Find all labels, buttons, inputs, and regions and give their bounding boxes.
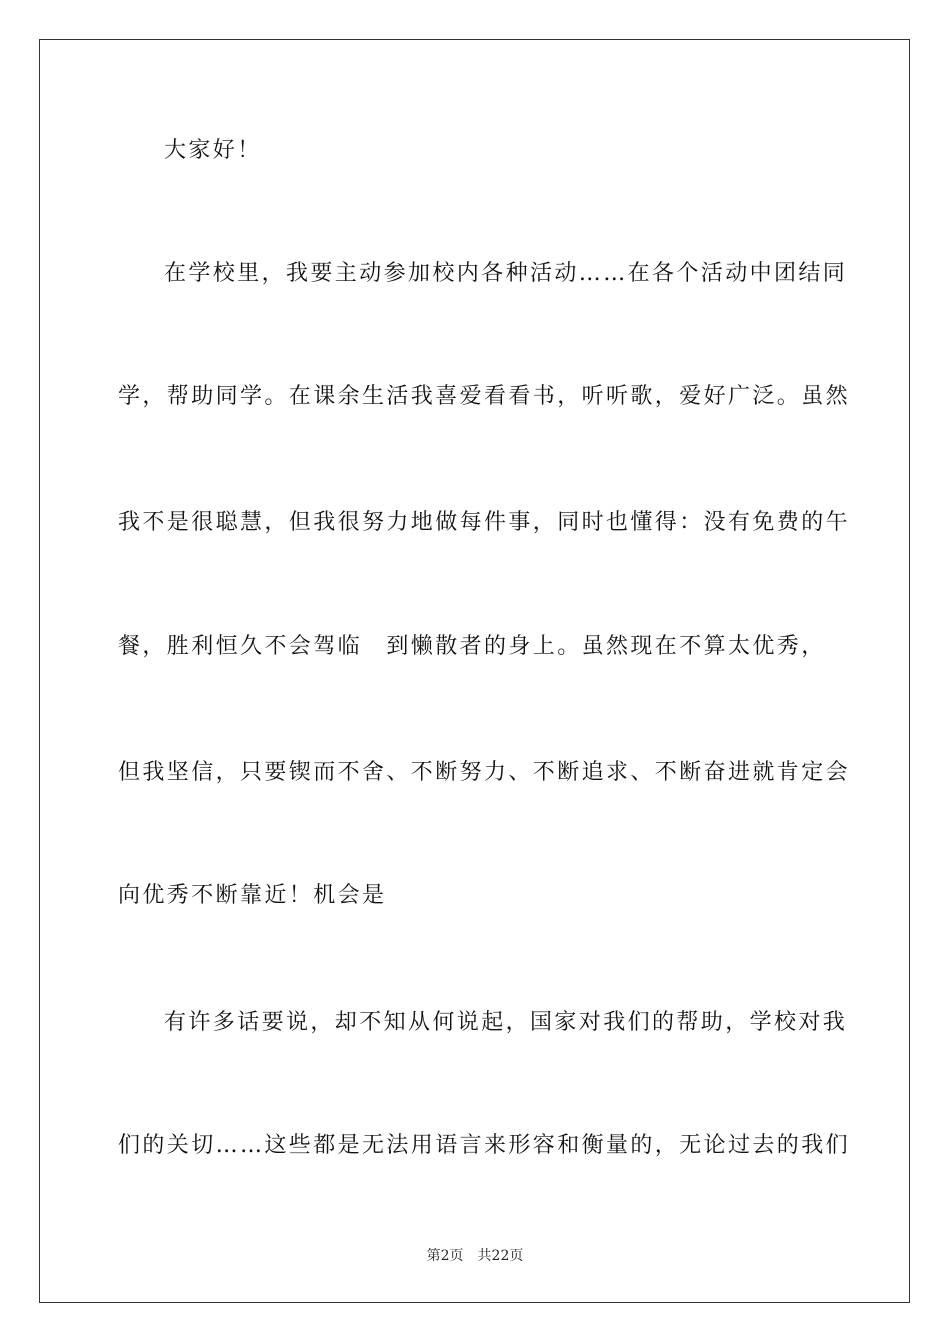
page-border [39, 39, 910, 1303]
paragraph-1-line-4: 餐，胜利恒久不会驾临 到懒散者的身上。虽然现在不算太优秀， [118, 634, 826, 659]
paragraph-1-line-2: 学，帮助同学。在课余生活我喜爱看看书，听听歌，爱好广泛。虽然 [118, 384, 851, 409]
paragraph-2-line-2: 们的关切……这些都是无法用语言来形容和衡量的，无论过去的我们 [118, 1133, 851, 1158]
paragraph-2-line-1: 有许多话要说，却不知从何说起，国家对我们的帮助，学校对我 [164, 1010, 848, 1035]
greeting-line: 大家好！ [164, 138, 262, 163]
paragraph-1-line-6: 向优秀不断靠近！机会是 [118, 883, 387, 908]
paragraph-1-line-1: 在学校里，我要主动参加校内各种活动……在各个活动中团结同 [164, 261, 848, 286]
paragraph-1-line-3: 我不是很聪慧，但我很努力地做每件事，同时也懂得：没有免费的午 [118, 510, 851, 535]
page-number-footer: 第2页 共22页 [426, 1248, 524, 1264]
paragraph-1-line-5: 但我坚信，只要锲而不舍、不断努力、不断追求、不断奋进就肯定会 [118, 760, 851, 785]
